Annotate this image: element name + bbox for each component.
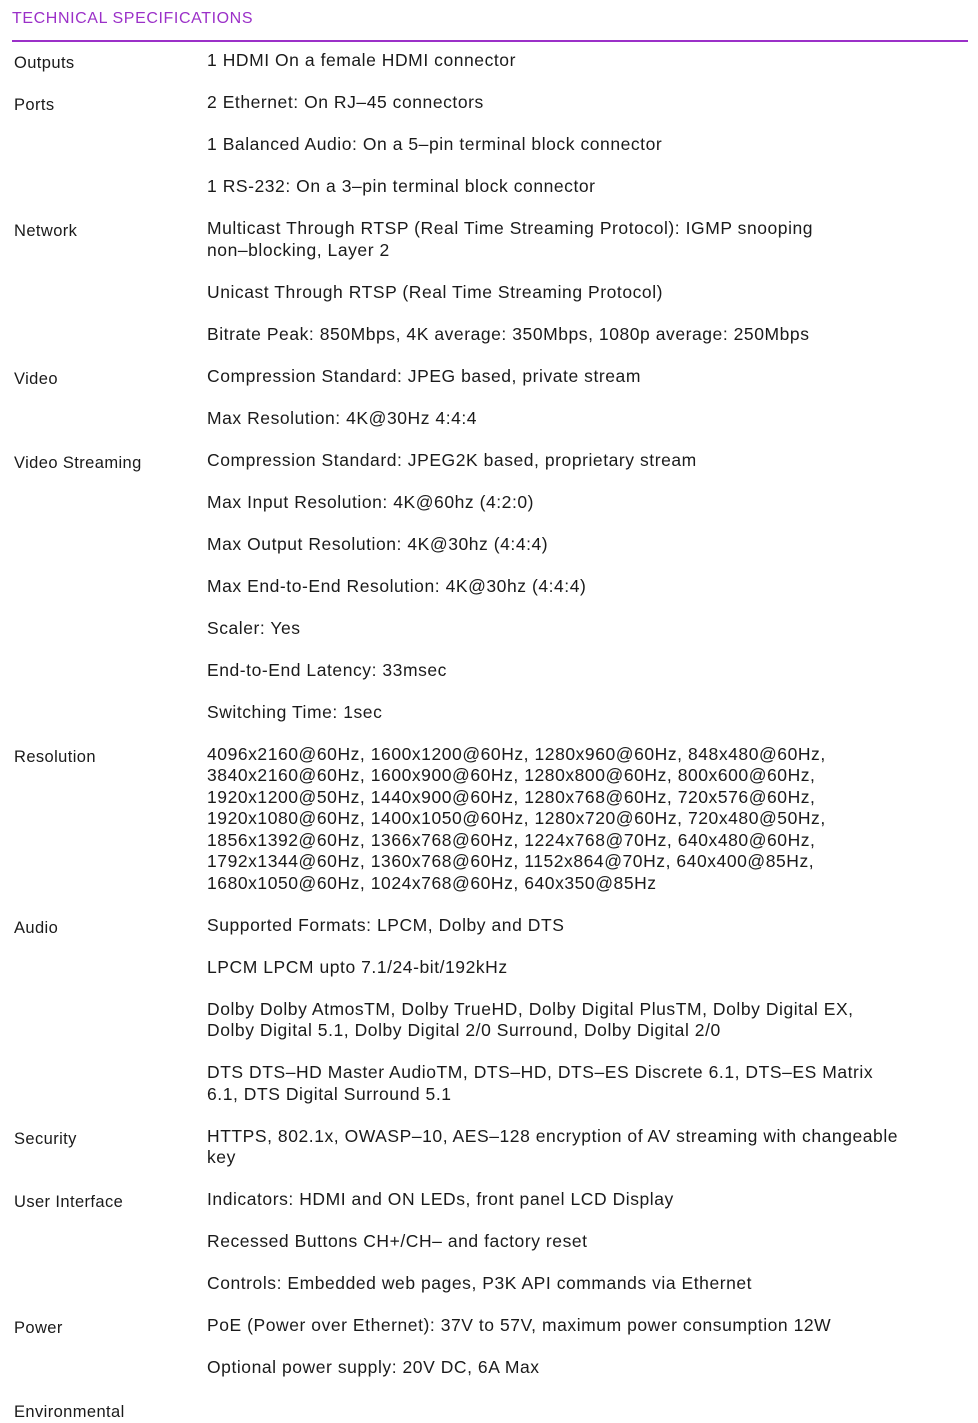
- spec-row-resolution: [0, 744, 978, 915]
- spec-table: [0, 50, 978, 1423]
- spec-values: [207, 915, 978, 1126]
- spec-values: [207, 1126, 978, 1190]
- spec-row-video-streaming: [0, 450, 978, 744]
- spec-value: Recessed Buttons CH+/CH– and factory reset: [207, 1231, 588, 1251]
- spec-value: 1 Balanced Audio: On a 5–pin terminal block connector: [207, 134, 663, 154]
- spec-value: PoE (Power over Ethernet): 37V to 57V, maximum power consumption 12W: [207, 1315, 832, 1335]
- spec-values: [207, 1399, 978, 1423]
- spec-value: Compression Standard: JPEG2K based, proprietary stream: [207, 449, 697, 470]
- spec-values: [207, 450, 978, 744]
- spec-value: Indicators: HDMI and ON LEDs, front panel LCD Display: [207, 1189, 674, 1209]
- spec-label: Audio: [14, 918, 59, 937]
- spec-label: Power: [14, 1319, 63, 1337]
- section-title: TECHNICAL SPECIFICATIONS: [12, 10, 254, 27]
- spec-label: Security: [14, 1129, 77, 1148]
- spec-value: LPCM LPCM upto 7.1/24-bit/192kHz: [207, 956, 508, 977]
- spec-values: [207, 744, 978, 915]
- spec-value: Max End-to-End Resolution: 4K@30hz (4:4:4): [207, 575, 587, 596]
- spec-values: [207, 50, 978, 92]
- spec-value: Supported Formats: LPCM, Dolby and DTS: [207, 914, 565, 935]
- spec-label: Environmental: [14, 1403, 125, 1421]
- spec-value: 1 RS-232: On a 3–pin terminal block connector: [207, 176, 596, 196]
- spec-value: Compression Standard: JPEG based, private stream: [207, 365, 641, 386]
- spec-label: Resolution: [14, 747, 96, 766]
- empty-values: [207, 1399, 972, 1423]
- spec-row-network: [0, 218, 978, 366]
- spec-value: Controls: Embedded web pages, P3K API commands via Ethernet: [207, 1273, 753, 1293]
- spec-label: User Interface: [14, 1193, 124, 1211]
- spec-value: Max Input Resolution: 4K@60hz (4:2:0): [207, 491, 535, 512]
- spec-row-audio: [0, 915, 978, 1126]
- spec-value: Optional power supply: 20V DC, 6A Max: [207, 1357, 540, 1377]
- spec-value: Max Resolution: 4K@30Hz 4:4:4: [207, 407, 478, 428]
- spec-label: Video Streaming: [14, 453, 142, 472]
- spec-value: 2 Ethernet: On RJ–45 connectors: [207, 92, 484, 112]
- spec-label: Ports: [14, 96, 55, 114]
- spec-value: 1 HDMI On a female HDMI connector: [207, 50, 516, 70]
- spec-values: [207, 218, 978, 366]
- spec-label: Outputs: [14, 54, 75, 72]
- spec-row-security: [0, 1126, 978, 1190]
- spec-value: HTTPS, 802.1x, OWASP–10, AES–128 encryption of AV streaming with changeable key: [207, 1125, 899, 1167]
- spec-label: Video: [14, 369, 58, 388]
- spec-values: [207, 92, 978, 218]
- spec-value: DTS DTS–HD Master AudioTM, DTS–HD, DTS–ES Discrete 6.1, DTS–ES Matrix 6.1, DTS Digital Surround 5.1: [207, 1062, 874, 1104]
- spec-value: Multicast Through RTSP (Real Time Streaming Protocol): IGMP snooping non–blocking, Layer 2: [207, 218, 814, 260]
- title-divider: [12, 40, 968, 42]
- spec-values: [207, 1315, 978, 1399]
- spec-values: [207, 1189, 978, 1315]
- spec-value: Max Output Resolution: 4K@30hz (4:4:4): [207, 533, 549, 554]
- spec-value: Dolby Dolby AtmosTM, Dolby TrueHD, Dolby Digital PlusTM, Dolby Digital EX, Dolby Digital 5.1, Dolby Digital 2/0 Surround, Dolby Digital 2/0: [207, 998, 854, 1040]
- spec-row-user-interface: [0, 1189, 978, 1315]
- spec-value: Switching Time: 1sec: [207, 701, 383, 722]
- spec-value: End-to-End Latency: 33msec: [207, 659, 447, 680]
- spec-row-video: [0, 366, 978, 450]
- spec-value: 4096x2160@60Hz, 1600x1200@60Hz, 1280x960@60Hz, 848x480@60Hz, 3840x2160@60Hz, 1600x900@60Hz, 1280x800@60Hz, 800x600@60Hz, 1920x1200@50Hz, 1440x900@60Hz, 1280x768@60Hz, 720x576@60Hz, 1920x1080@60Hz, 1400x1050@60Hz, 1280x720@60Hz, 720x480@50Hz, 1856x1392@60Hz, 1366x768@60Hz, 1224x768@70Hz, 640x480@60Hz, 1792x1344@60Hz, 1360x768@60Hz, 1152x864@70Hz, 640x400@85Hz, 1680x1050@60Hz, 1024x768@60Hz, 640x350@85Hz: [207, 743, 826, 893]
- spec-value: Bitrate Peak: 850Mbps, 4K average: 350Mbps, 1080p average: 250Mbps: [207, 323, 810, 344]
- spec-row-outputs: [0, 50, 978, 92]
- spec-values: [207, 366, 978, 450]
- spec-value: Scaler: Yes: [207, 617, 301, 638]
- spec-label: Network: [14, 222, 78, 240]
- spec-value: Unicast Through RTSP (Real Time Streaming Protocol): [207, 281, 664, 302]
- spec-row-environmental: [0, 1399, 978, 1423]
- spec-row-ports: [0, 92, 978, 218]
- spec-row-power: [0, 1315, 978, 1399]
